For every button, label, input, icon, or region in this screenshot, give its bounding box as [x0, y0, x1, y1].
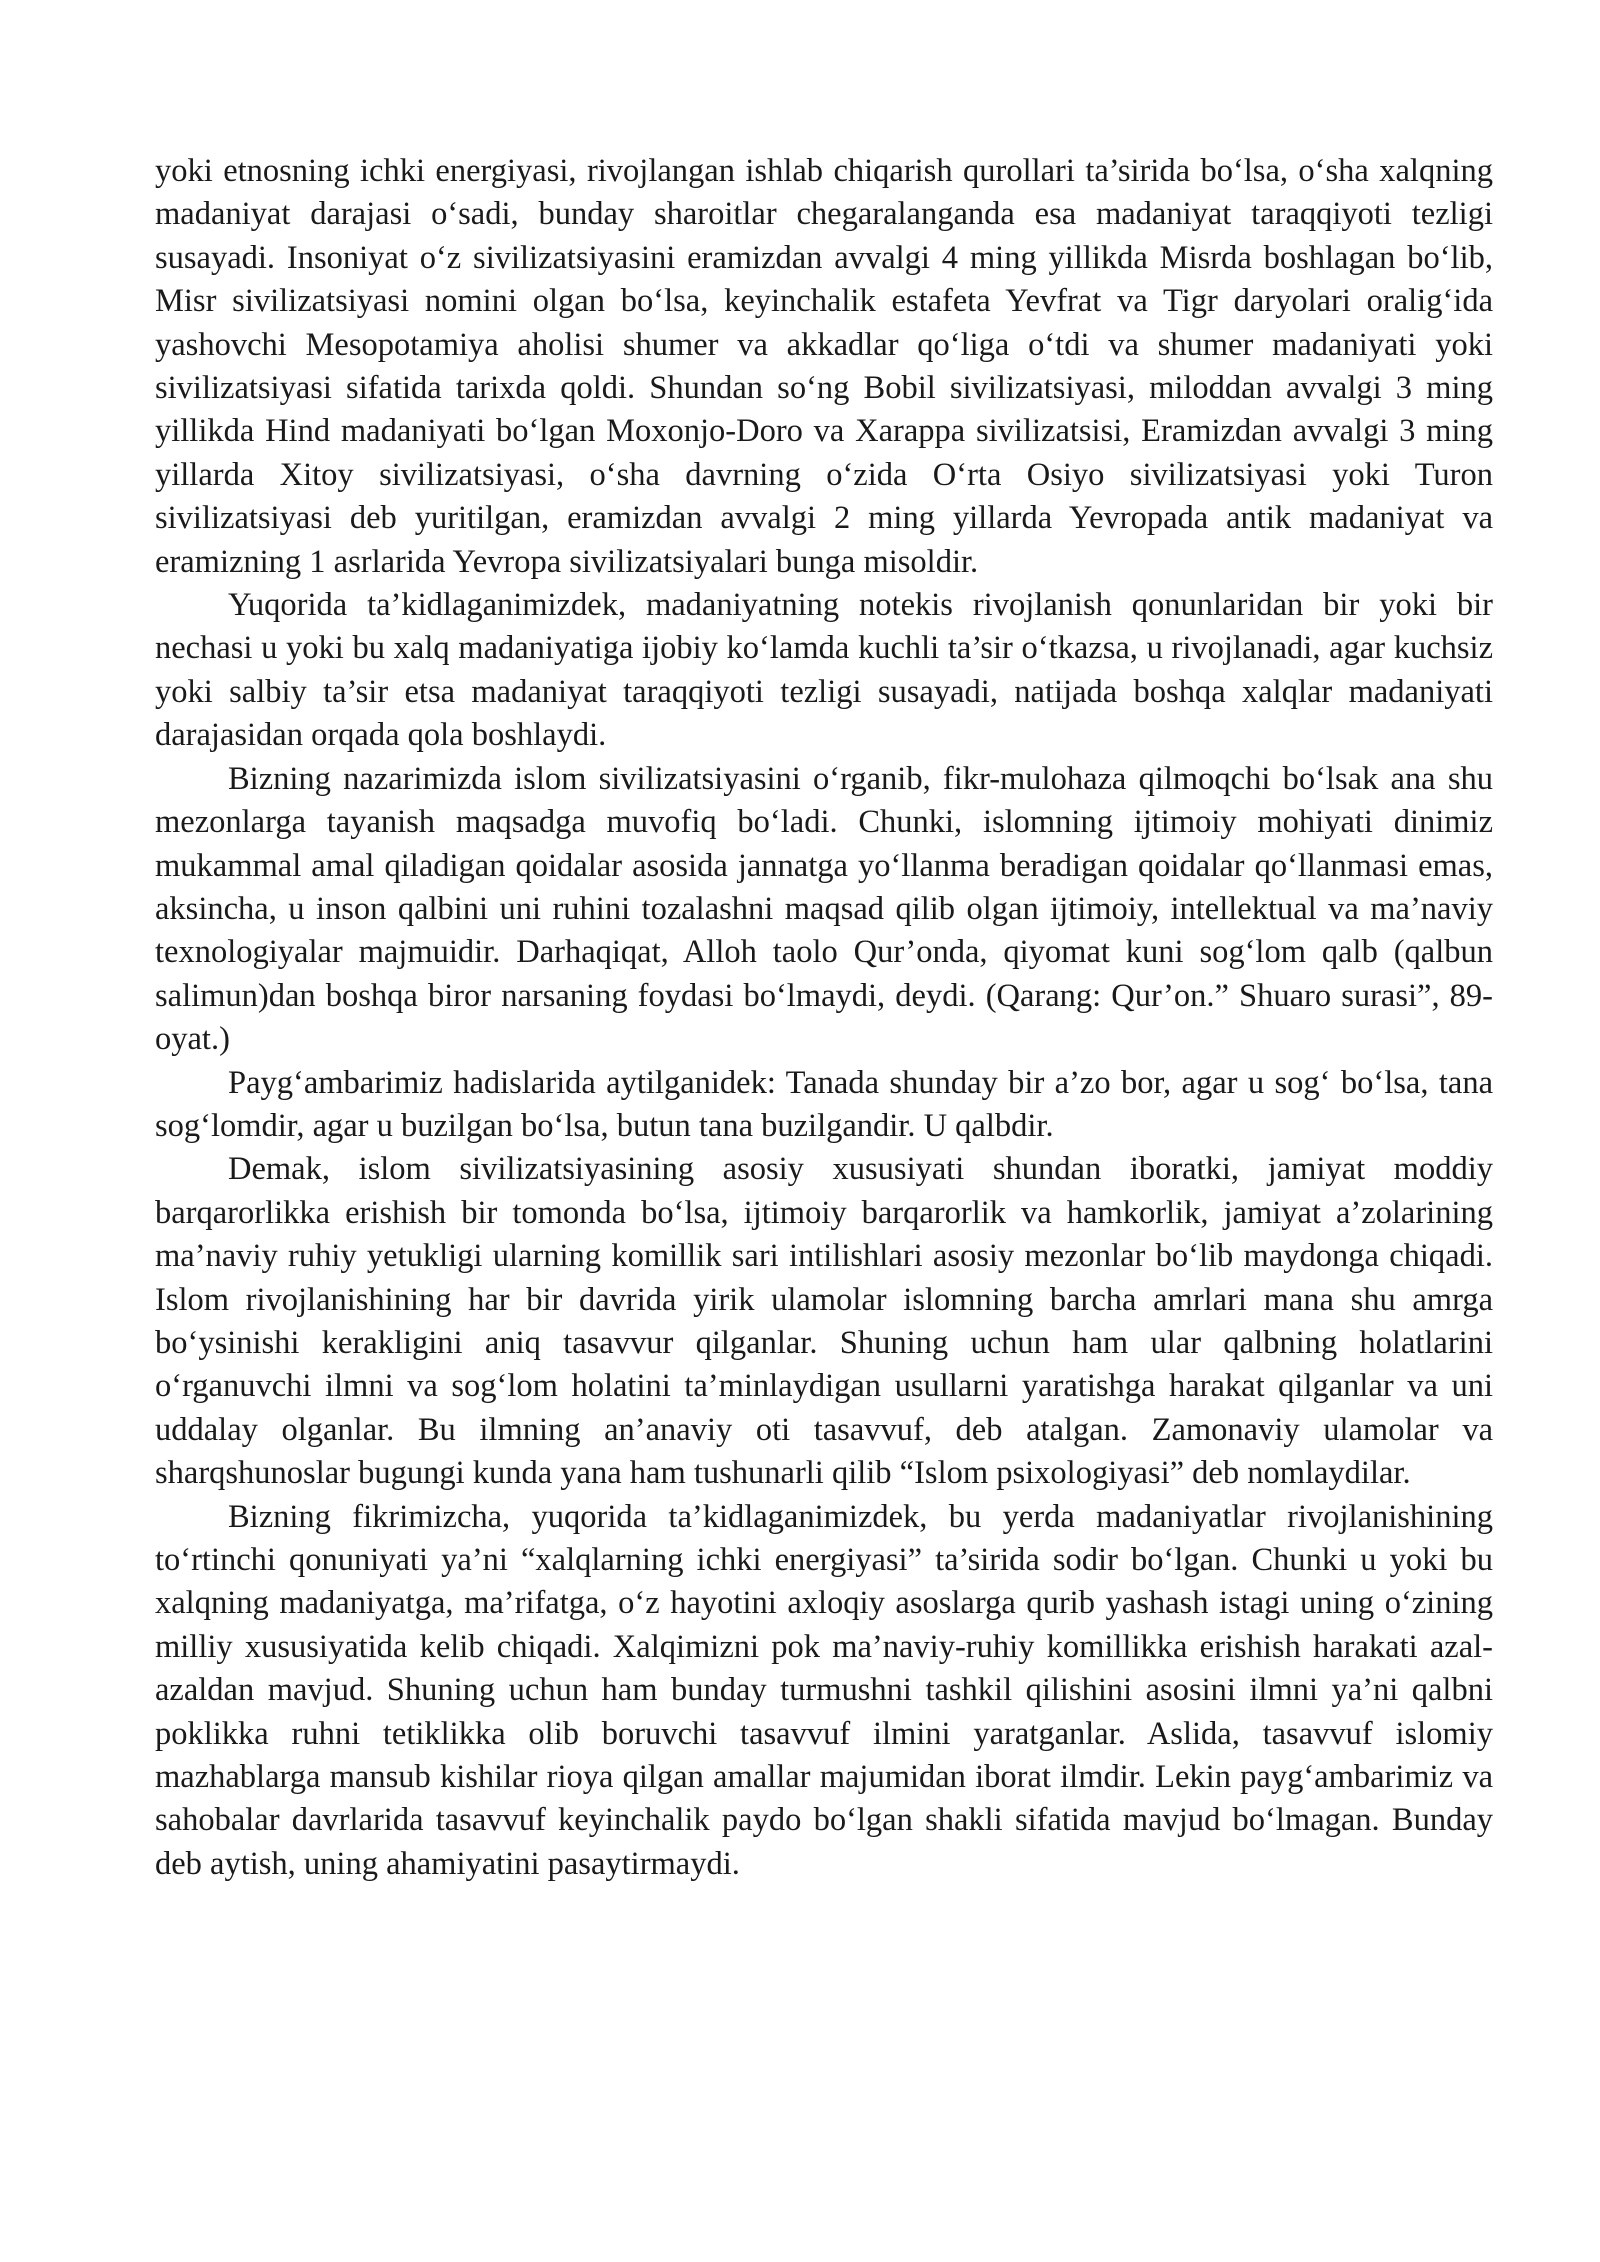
- paragraph-4: Payg‘ambarimiz hadislarida aytilganidek: Tanada shunday bir a’zo bor, agar u sog‘ bo‘lsa, tana sog‘lomdir, agar u buzilgan bo‘lsa, butun tana buzilgandir. U qalbdir.: [155, 1064, 1493, 1144]
- paragraph-3: Bizning nazarimizda islom sivilizatsiyasini o‘rganib, fikr-mulohaza qilmoqchi bo‘lsak ana shu mezonlarga tayanish maqsadga muvofiq bo‘ladi. Chunki, islomning ijtimoiy mohiyati dinimiz mukammal amal qiladigan qoidalar asosida jannatga yo‘llanma beradigan qoidalar qo‘llanmasi emas, aksincha, u inson qalbini uni ruhini tozalashni maqsad qilib olgan ijtimoiy, intellektual va ma’naviy texnologiyalar majmuidir. Darhaqiqat, Alloh taolo Qur’onda, qiyomat kuni sog‘lom qalb (qalbun salimun)dan boshqa biror narsaning foydasi bo‘lmaydi, deydi. (Qarang: Qur’on.” Shuaro surasi”, 89-oyat.): [155, 760, 1493, 1058]
- paragraph-5: Demak, islom sivilizatsiyasining asosiy xususiyati shundan iboratki, jamiyat moddiy barqarorlikka erishish bir tomonda bo‘lsa, ijtimoiy barqarorlik va hamkorlik, jamiyat a’zolarining ma’naviy ruhiy yetukligi ularning komillik sari intilishlari asosiy mezonlar bo‘lib maydonga chiqadi. Islom rivojlanishining har bir davrida yirik ulamolar islomning barcha amrlari mana shu amrga bo‘ysinishi kerakligini aniq tasavvur qilganlar. Shuning uchun ham ular qalbning holatlarini o‘rganuvchi ilmni va sog‘lom holatini ta’minlaydigan usullarni yaratishga harakat qilganlar va uni uddalay olganlar. Bu ilmning an’anaviy oti tasavvuf, deb atalgan. Zamonaviy ulamolar va sharqshunoslar bugungi kunda yana ham tushunarli qilib “Islom psixologiyasi” deb nomlaydilar.: [155, 1151, 1493, 1492]
- document-page: [155, 150, 1493, 1886]
- paragraph-2: Yuqorida ta’kidlaganimizdek, madaniyatning notekis rivojlanish qonunlaridan bir yoki bir nechasi u yoki bu xalq madaniyatiga ijobiy ko‘lamda kuchli ta’sir o‘tkazsa, u rivojlanadi, agar kuchsiz yoki salbiy ta’sir etsa madaniyat taraqqiyoti tezligi susayadi, natijada boshqa xalqlar madaniyati darajasidan orqada qola boshlaydi.: [155, 587, 1493, 754]
- paragraph-1: yoki etnosning ichki energiyasi, rivojlangan ishlab chiqarish qurollari ta’sirida bo‘lsa, o‘sha xalqning madaniyat darajasi o‘sadi, bunday sharoitlar chegaralanganda esa madaniyat taraqqiyoti tezligi susayadi. Insoniyat o‘z sivilizatsiyasini eramizdan avvalgi 4 ming yillikda Misrda boshlagan bo‘lib, Misr sivilizatsiyasi nomini olgan bo‘lsa, keyinchalik estafeta Yevfrat va Tigr daryolari oralig‘ida yashovchi Mesopotamiya aholisi shumer va akkadlar qo‘liga o‘tdi va shumer madaniyati yoki sivilizatsiyasi sifatida tarixda qoldi. Shundan so‘ng Bobil sivilizatsiyasi, miloddan avvalgi 3 ming yillikda Hind madaniyati bo‘lgan Moxonjo-Doro va Xarappa sivilizatsisi, Eramizdan avvalgi 3 ming yillarda Xitoy sivilizatsiyasi, o‘sha davrning o‘zida O‘rta Osiyo sivilizatsiyasi yoki Turon sivilizatsiyasi deb yuritilgan, eramizdan avvalgi 2 ming yillarda Yevropada antik madaniyat va eramizning 1 asrlarida Yevropa sivilizatsiyalari bunga misoldir.: [155, 153, 1493, 580]
- paragraph-6: Bizning fikrimizcha, yuqorida ta’kidlaganimizdek, bu yerda madaniyatlar rivojlanishining to‘rtinchi qonuniyati ya’ni “xalqlarning ichki energiyasi” ta’sirida sodir bo‘lgan. Chunki u yoki bu xalqning madaniyatga, ma’rifatga, o‘z hayotini axloqiy asoslarga qurib yashash istagi uning o‘zining milliy xususiyatida kelib chiqadi. Xalqimizni pok ma’naviy-ruhiy komillikka erishish harakati azal-azaldan mavjud. Shuning uchun ham bunday turmushni tashkil qilishini asosini ilmni ya’ni qalbni poklikka ruhni tetiklikka olib boruvchi tasavvuf ilmini yaratganlar. Aslida, tasavvuf islomiy mazhablarga mansub kishilar rioya qilgan amallar majumidan iborat ilmdir. Lekin payg‘ambarimiz va sahobalar davrlarida tasavvuf keyinchalik paydo bo‘lgan shakli sifatida mavjud bo‘lmagan. Bunday deb aytish, uning ahamiyatini pasaytirmaydi.: [155, 1498, 1493, 1882]
